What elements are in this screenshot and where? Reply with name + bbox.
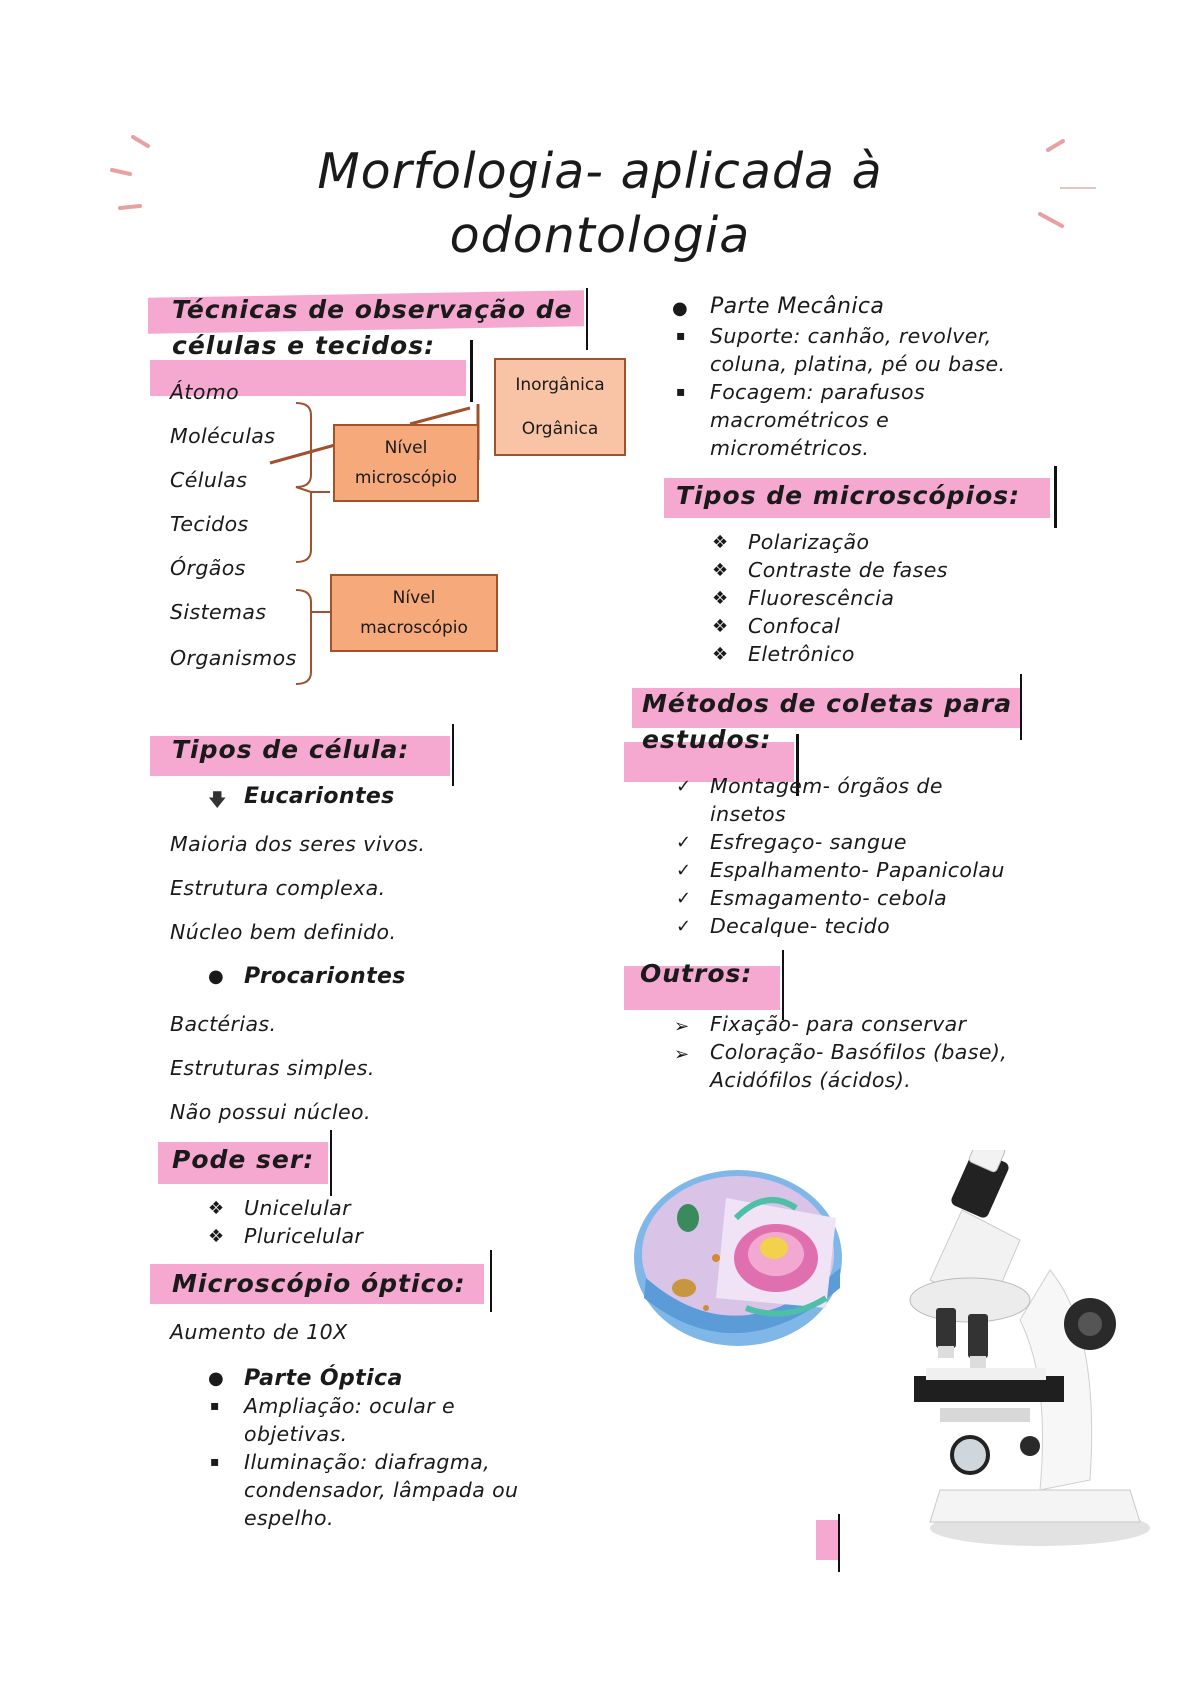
- list-item: Confocal: [748, 614, 841, 638]
- list-item-cont: espelho.: [244, 1506, 334, 1530]
- diamond-bullet-icon: ❖: [712, 560, 729, 581]
- list-item-cont: condensador, lâmpada ou: [244, 1478, 519, 1502]
- box-nivel-macroscopio: [330, 574, 498, 652]
- subheading-parte-mecanica: Parte Mecânica: [710, 294, 885, 319]
- heading-line: células e tecidos:: [172, 331, 436, 360]
- list-item-cont: coluna, platina, pé ou base.: [710, 352, 1006, 376]
- list-item: Estrutura complexa.: [170, 876, 386, 900]
- diamond-bullet-icon: ❖: [712, 532, 729, 553]
- list-item: Espalhamento- Papanicolau: [710, 858, 1005, 882]
- diamond-bullet-icon: ❖: [208, 1198, 225, 1219]
- cursor-bar: [490, 1250, 492, 1312]
- cursor-bar: [838, 1514, 840, 1572]
- heading-line: estudos:: [642, 725, 772, 754]
- bullet-icon: ●: [672, 298, 688, 319]
- list-item: Suporte: canhão, revolver,: [710, 324, 992, 348]
- arrow-bullet-icon: ➢: [674, 1044, 690, 1065]
- section-heading-metodos: [642, 686, 1012, 758]
- list-item: Esfregaço- sangue: [710, 830, 907, 854]
- diamond-bullet-icon: ❖: [712, 588, 729, 609]
- check-icon: ✓: [676, 888, 692, 909]
- check-icon: ✓: [676, 832, 692, 853]
- list-item: Esmagamento- cebola: [710, 886, 948, 910]
- list-item: Organismos: [170, 646, 297, 670]
- square-bullet-icon: ▪: [676, 384, 686, 400]
- list-item: Eletrônico: [748, 642, 855, 666]
- cursor-bar: [1020, 674, 1022, 740]
- list-item: Átomo: [170, 380, 240, 404]
- list-item: Órgãos: [170, 556, 246, 580]
- section-heading-outros: Outros:: [640, 959, 753, 988]
- arrow-bullet-icon: 🡇: [208, 790, 227, 811]
- list-item-cont: macrométricos e: [710, 408, 890, 432]
- square-bullet-icon: ▪: [210, 1454, 220, 1470]
- section-heading-tipos-microscopios: Tipos de microscópios:: [676, 481, 1021, 510]
- arrow-bullet-icon: ➢: [674, 1016, 690, 1037]
- box-label: Nível: [392, 588, 436, 608]
- section-heading-microscopio-optico: Microscópio óptico:: [172, 1269, 466, 1298]
- cursor-bar: [1054, 466, 1057, 528]
- diamond-bullet-icon: ❖: [712, 644, 729, 665]
- list-item-cont: Acidófilos (ácidos).: [710, 1068, 912, 1092]
- bullet-icon: ●: [208, 966, 224, 987]
- box-label: macroscópio: [360, 618, 468, 638]
- cursor-bar: [452, 724, 454, 786]
- diamond-bullet-icon: ❖: [712, 616, 729, 637]
- section-heading-tipos-celula: Tipos de célula:: [172, 735, 410, 764]
- square-bullet-icon: ▪: [676, 328, 686, 344]
- list-item: Fluorescência: [748, 586, 895, 610]
- list-item: Contraste de fases: [748, 558, 948, 582]
- heading-line: Técnicas de observação de: [172, 295, 573, 324]
- heading-line: Métodos de coletas para: [642, 689, 1013, 718]
- list-item: Focagem: parafusos: [710, 380, 926, 404]
- list-item: Moléculas: [170, 424, 276, 448]
- subheading-parte-optica: Parte Óptica: [244, 1366, 403, 1391]
- box-label: Inorgânica: [515, 375, 605, 395]
- cursor-bar: [782, 950, 784, 1020]
- cursor-bar: [330, 1130, 332, 1196]
- list-item: Não possui núcleo.: [170, 1100, 371, 1124]
- subheading-eucariontes: Eucariontes: [244, 784, 395, 809]
- list-item: Iluminação: diafragma,: [244, 1450, 491, 1474]
- list-item: Estruturas simples.: [170, 1056, 375, 1080]
- diamond-bullet-icon: ❖: [208, 1226, 225, 1247]
- list-item-cont: objetivas.: [244, 1422, 348, 1446]
- list-item: Unicelular: [244, 1196, 351, 1220]
- list-item: Bactérias.: [170, 1012, 277, 1036]
- title-line-1: Morfologia- aplicada à: [317, 143, 883, 200]
- list-item: Polarização: [748, 530, 870, 554]
- list-item: Tecidos: [170, 512, 249, 536]
- list-item: Fixação- para conservar: [710, 1012, 967, 1036]
- list-item: Decalque- tecido: [710, 914, 891, 938]
- square-bullet-icon: ▪: [210, 1398, 220, 1414]
- section-heading-pode-ser: Pode ser:: [172, 1145, 315, 1174]
- box-label: Orgânica: [521, 419, 599, 439]
- list-item: Ampliação: ocular e: [244, 1394, 455, 1418]
- list-item: Coloração- Basófilos (base),: [710, 1040, 1008, 1064]
- box-label: microscópio: [354, 468, 458, 488]
- check-icon: ✓: [676, 860, 692, 881]
- aumento-text: Aumento de 10X: [170, 1320, 348, 1344]
- list-item-cont: insetos: [710, 802, 787, 826]
- box-inorganica-organica: [494, 358, 626, 456]
- list-item: Sistemas: [170, 600, 267, 624]
- check-icon: ✓: [676, 776, 692, 797]
- list-item-cont: micrométricos.: [710, 436, 870, 460]
- title-line-2: odontologia: [449, 207, 751, 264]
- check-icon: ✓: [676, 916, 692, 937]
- bullet-icon: ●: [208, 1368, 224, 1389]
- box-label: Nível: [384, 438, 428, 458]
- highlight: [816, 1520, 838, 1560]
- list-item: Pluricelular: [244, 1224, 364, 1248]
- list-item: Maioria dos seres vivos.: [170, 832, 426, 856]
- microscope-illustration: [900, 1150, 1150, 1550]
- subheading-procariontes: Procariontes: [244, 964, 406, 989]
- list-item: Células: [170, 468, 248, 492]
- list-item: Núcleo bem definido.: [170, 920, 397, 944]
- list-item: Montagem- órgãos de: [710, 774, 943, 798]
- cell-illustration: [626, 1158, 856, 1358]
- box-nivel-microscopio: [333, 424, 479, 502]
